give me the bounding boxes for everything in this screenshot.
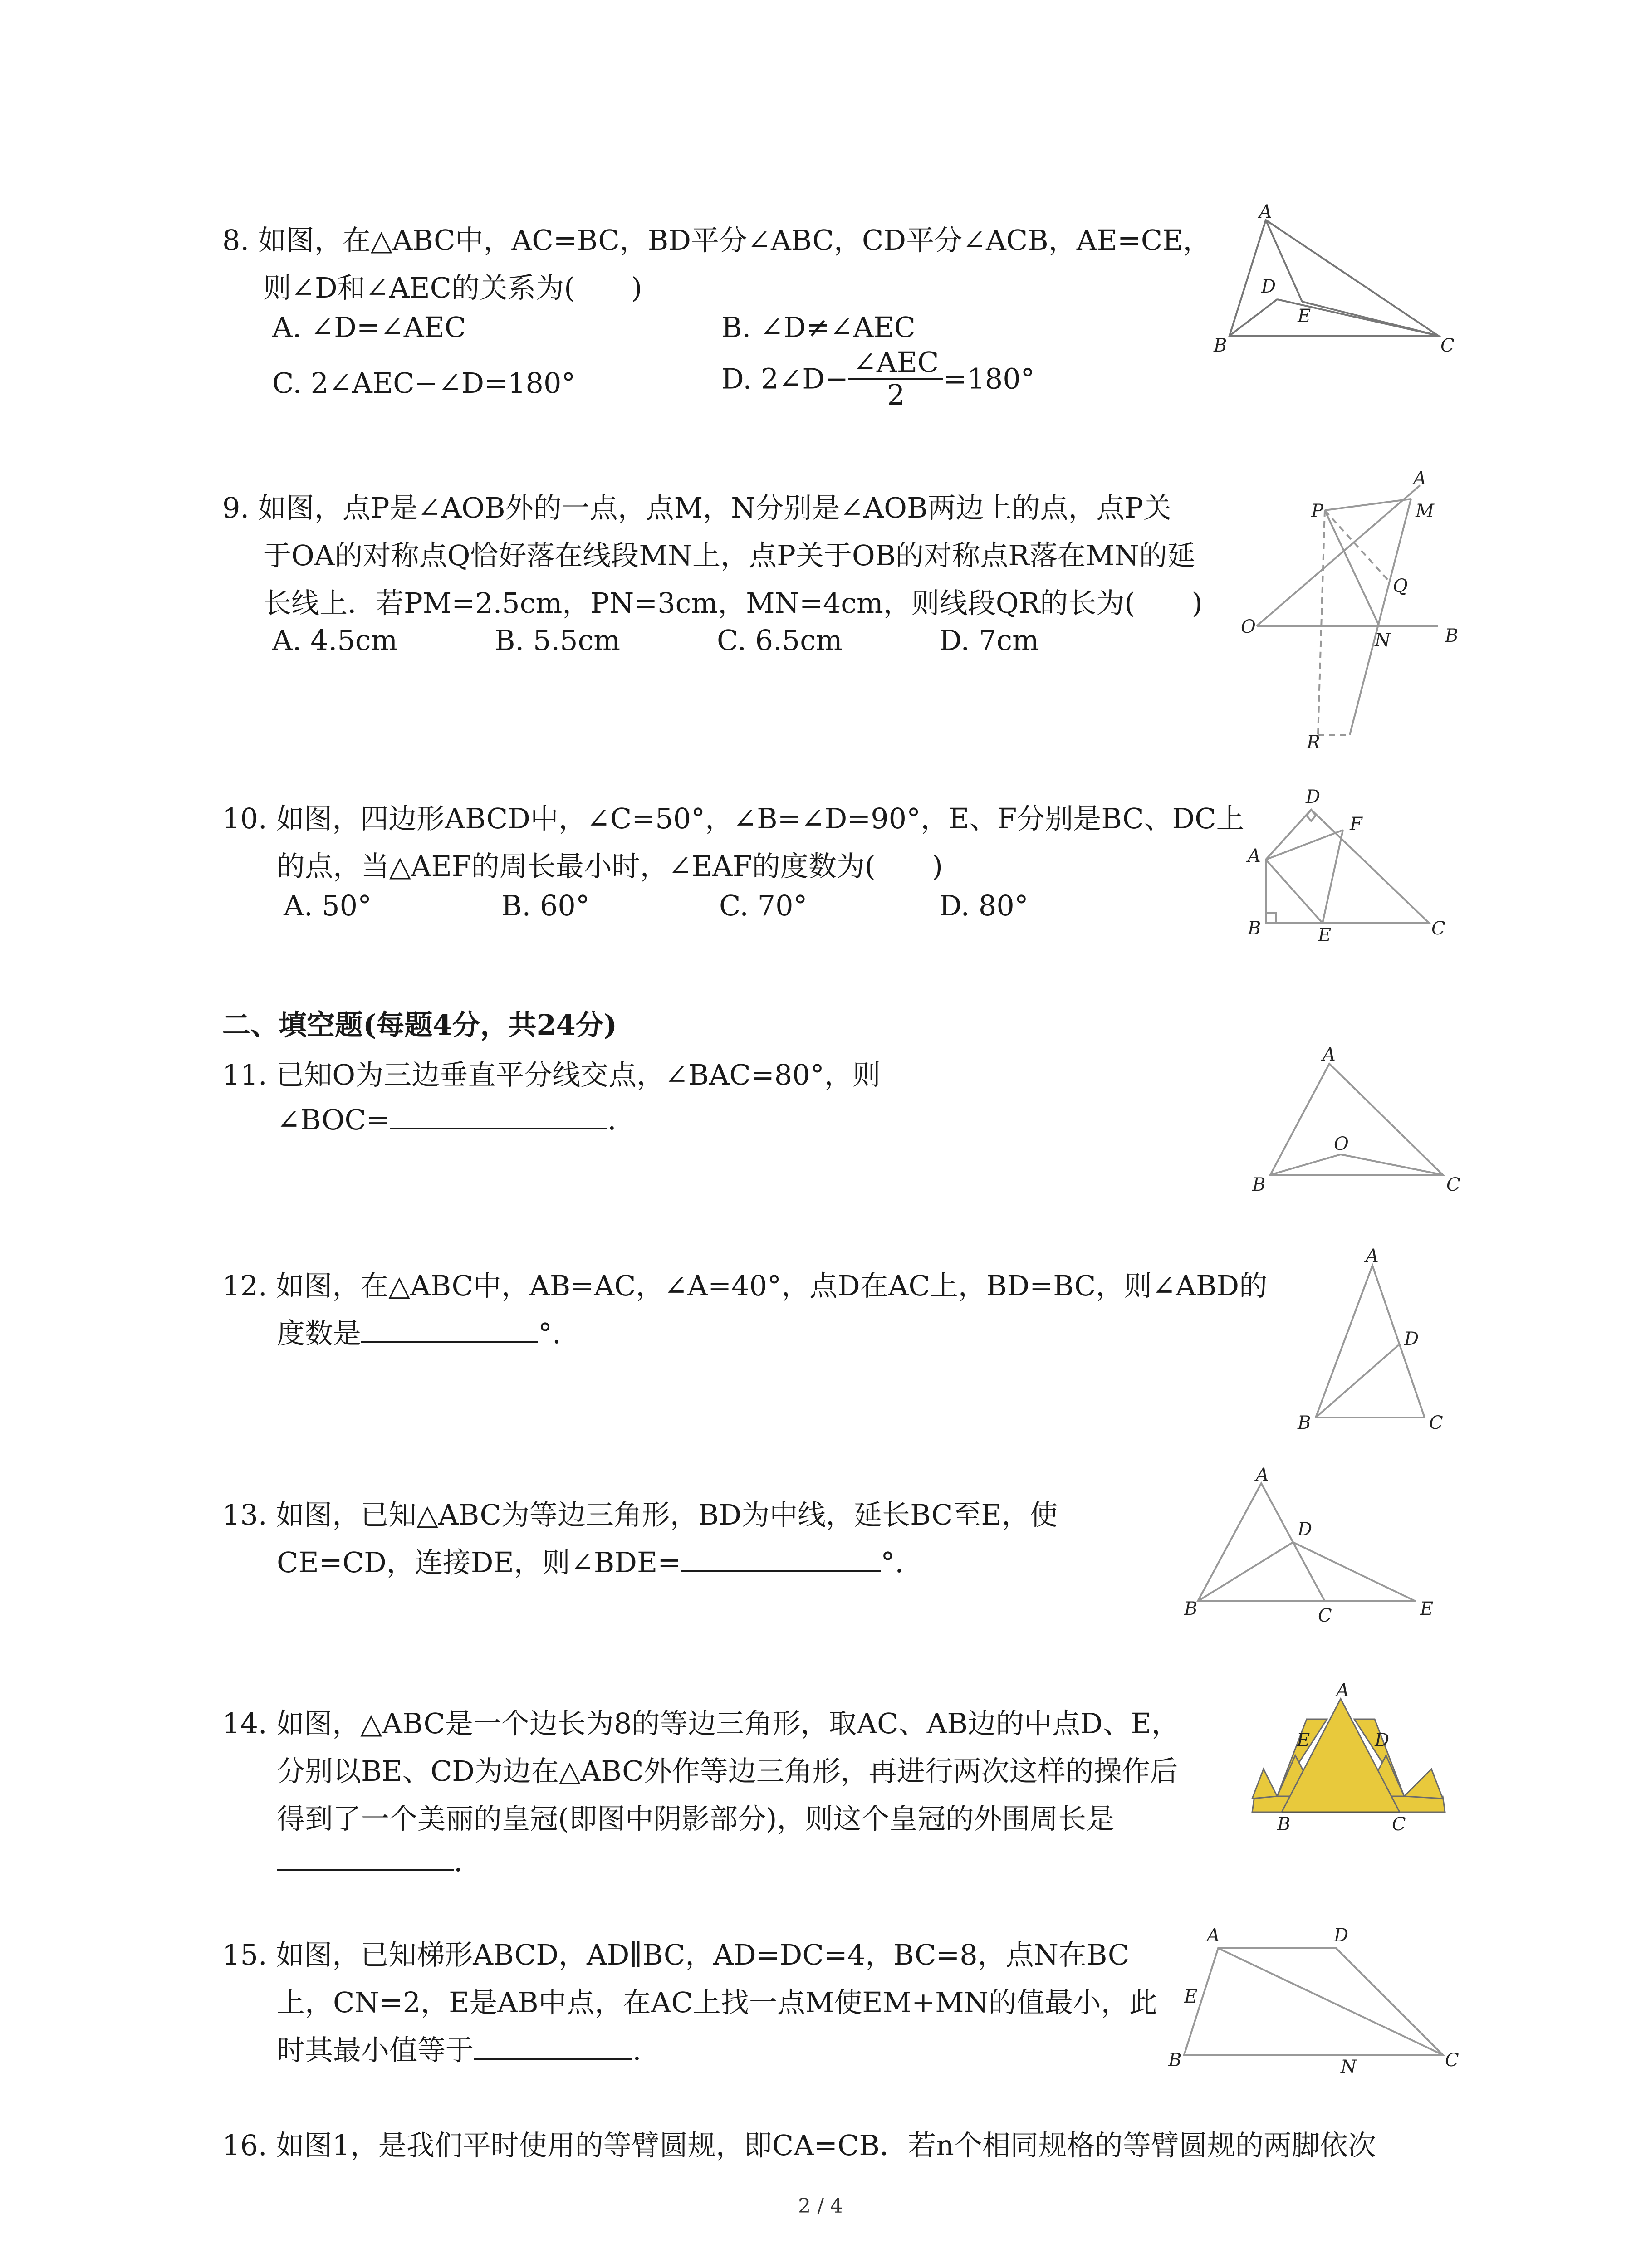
q11-line1: 11. 已知O为三边垂直平分线交点，∠BAC=80°，则 — [222, 1058, 881, 1091]
q8-option-c: C. 2∠AEC−∠D=180° — [272, 367, 576, 400]
q14-line2: 分别以BE、CD为边在△ABC外作等边三角形，再进行两次这样的操作后 — [277, 1755, 1178, 1788]
q15-label-a: A — [1207, 1925, 1220, 1946]
q12-end: °. — [538, 1317, 561, 1350]
q10-label-c: C — [1431, 918, 1445, 939]
q11-line2 — [277, 1102, 617, 1136]
section-heading: 二、填空题(每题4分，共24分) — [222, 1008, 617, 1041]
q11-label-c: C — [1446, 1174, 1460, 1195]
q11-prefix: ∠BOC= — [277, 1103, 390, 1136]
q12-line2 — [277, 1311, 561, 1351]
q8-option-d-suffix: =180° — [943, 362, 1035, 396]
q8-fraction-denominator: 2 — [887, 378, 905, 412]
q12-line1: 12. 如图，在△ABC中，AB=AC，∠A=40°，点D在AC上，BD=BC，则∠ABD的 — [222, 1269, 1268, 1302]
page-number: 2 / 4 — [798, 2195, 843, 2218]
q10-figure — [1239, 785, 1447, 948]
q8-option-d — [721, 347, 1035, 411]
q14-label-d: D — [1375, 1730, 1390, 1751]
q10-label-d: D — [1306, 787, 1321, 807]
q9-figure — [1239, 467, 1465, 758]
q15-figure — [1161, 1919, 1461, 2091]
q14-line1: 14. 如图，△ABC是一个边长为8的等边三角形，取AC、AB边的中点D、E， — [222, 1707, 1180, 1740]
q10-line1: 10. 如图，四边形ABCD中，∠C=50°，∠B=∠D=90°，E、F分别是BC、DC上 — [222, 802, 1244, 835]
q9-option-d: D. 7cm — [939, 624, 1039, 657]
q15-line3 — [277, 2028, 642, 2068]
q15-end: . — [632, 2033, 642, 2067]
q12-label-b: B — [1298, 1413, 1311, 1433]
q13-answer-blank[interactable] — [681, 1545, 881, 1572]
q14-end: . — [454, 1845, 463, 1878]
q14-line4 — [277, 1844, 463, 1878]
q14-label-b: B — [1277, 1814, 1291, 1835]
q8-label-d: D — [1261, 276, 1276, 297]
q13-label-e: E — [1420, 1598, 1434, 1619]
q9-label-a: A — [1413, 468, 1426, 489]
q10-option-a: A. 50° — [284, 889, 372, 922]
q15-answer-blank[interactable] — [474, 2033, 632, 2060]
q11-label-b: B — [1252, 1174, 1266, 1195]
q12-prefix: 度数是 — [277, 1317, 362, 1350]
q10-label-a: A — [1248, 846, 1261, 866]
q12-figure — [1279, 1243, 1470, 1442]
q12-label-d: D — [1404, 1329, 1419, 1349]
q16-line1: 16. 如图1，是我们平时使用的等臂圆规，即CA=CB．若n个相同规格的等臂圆规的两脚依次 — [222, 2129, 1376, 2162]
q10-label-f: F — [1350, 814, 1362, 835]
q9-label-n: N — [1375, 630, 1391, 651]
q13-label-a: A — [1256, 1465, 1269, 1486]
q13-label-d: D — [1298, 1519, 1313, 1540]
q10-label-b: B — [1248, 918, 1261, 939]
q10-line2: 的点，当△AEF的周长最小时，∠EAF的度数为( ) — [277, 850, 943, 883]
q14-crown-shape — [1252, 1699, 1445, 1812]
q13-line2 — [277, 1540, 904, 1580]
q13-line1: 13. 如图，已知△ABC为等边三角形，BD为中线，延长BC至E，使 — [222, 1498, 1058, 1531]
q9-line3: 长线上．若PM=2.5cm，PN=3cm，MN=4cm，则线段QR的长为( ) — [263, 587, 1203, 620]
q15-label-n: N — [1341, 2057, 1357, 2077]
q10-option-c: C. 70° — [719, 889, 808, 922]
q15-line1: 15. 如图，已知梯形ABCD，AD∥BC，AD=DC=4，BC=8，点N在BC — [222, 1938, 1130, 1971]
q14-label-a: A — [1336, 1683, 1349, 1701]
q15-label-e: E — [1184, 1986, 1198, 2007]
q9-option-b: B. 5.5cm — [495, 624, 621, 657]
q11-figure — [1243, 1043, 1461, 1207]
q8-line1: 8. 如图，在△ABC中，AC=BC，BD平分∠ABC，CD平分∠ACB，AE=CE， — [222, 224, 1211, 257]
q9-option-a: A. 4.5cm — [272, 624, 398, 657]
q14-label-c: C — [1392, 1814, 1406, 1835]
q8-option-a: A. ∠D=∠AEC — [272, 311, 466, 344]
q8-line2: 则∠D和∠AEC的关系为( ) — [263, 271, 642, 304]
q15-line2: 上，CN=2，E是AB中点，在AC上找一点M使EM+MN的值最小，此 — [277, 1986, 1157, 2019]
q9-label-r: R — [1307, 732, 1321, 753]
q15-label-b: B — [1168, 2050, 1182, 2071]
q9-label-m: M — [1416, 501, 1434, 522]
q9-label-b: B — [1445, 626, 1459, 646]
q11-end: . — [607, 1103, 617, 1136]
q14-label-e: E — [1297, 1730, 1310, 1751]
q15-label-d: D — [1334, 1925, 1349, 1946]
q9-line1: 9. 如图，点P是∠AOB外的一点，点M，N分别是∠AOB两边上的点，点P关 — [222, 491, 1172, 524]
q12-answer-blank[interactable] — [361, 1316, 538, 1343]
q8-option-d-fraction — [848, 347, 943, 411]
q8-fraction-numerator: ∠AEC — [848, 347, 943, 380]
q14-figure — [1243, 1683, 1461, 1846]
q13-prefix: CE=CD，连接DE，则∠BDE= — [277, 1546, 681, 1579]
q14-line3: 得到了一个美丽的皇冠(即图中阴影部分)，则这个皇冠的外围周长是 — [277, 1802, 1115, 1835]
q8-label-b: B — [1214, 335, 1227, 356]
q13-label-c: C — [1318, 1605, 1332, 1626]
q8-option-b: B. ∠D≠∠AEC — [721, 311, 916, 344]
q10-label-e: E — [1318, 925, 1332, 946]
q13-figure — [1180, 1465, 1461, 1637]
q10-option-d: D. 80° — [939, 889, 1029, 922]
q13-label-b: B — [1184, 1598, 1198, 1619]
q13-end: °. — [881, 1546, 904, 1579]
q8-label-e: E — [1298, 306, 1311, 327]
q15-label-c: C — [1445, 2050, 1459, 2071]
q12-label-a: A — [1366, 1246, 1379, 1266]
q9-label-p: P — [1311, 501, 1323, 522]
q11-label-o: O — [1334, 1134, 1349, 1154]
q9-option-c: C. 6.5cm — [717, 624, 843, 657]
q11-answer-blank[interactable] — [390, 1102, 607, 1129]
q8-figure — [1211, 204, 1456, 358]
q8-label-c: C — [1440, 335, 1455, 356]
q11-label-a: A — [1323, 1044, 1336, 1065]
q9-label-o: O — [1241, 616, 1256, 637]
q14-answer-blank[interactable] — [277, 1844, 454, 1871]
q8-option-d-prefix: D. 2∠D− — [721, 362, 848, 396]
q10-option-b: B. 60° — [501, 889, 590, 922]
q8-label-a: A — [1259, 204, 1272, 222]
q15-prefix: 时其最小值等于 — [277, 2033, 474, 2067]
q9-line2: 于OA的对称点Q恰好落在线段MN上，点P关于OB的对称点R落在MN的延 — [263, 539, 1195, 572]
q9-label-q: Q — [1393, 576, 1408, 596]
q12-label-c: C — [1429, 1413, 1443, 1433]
